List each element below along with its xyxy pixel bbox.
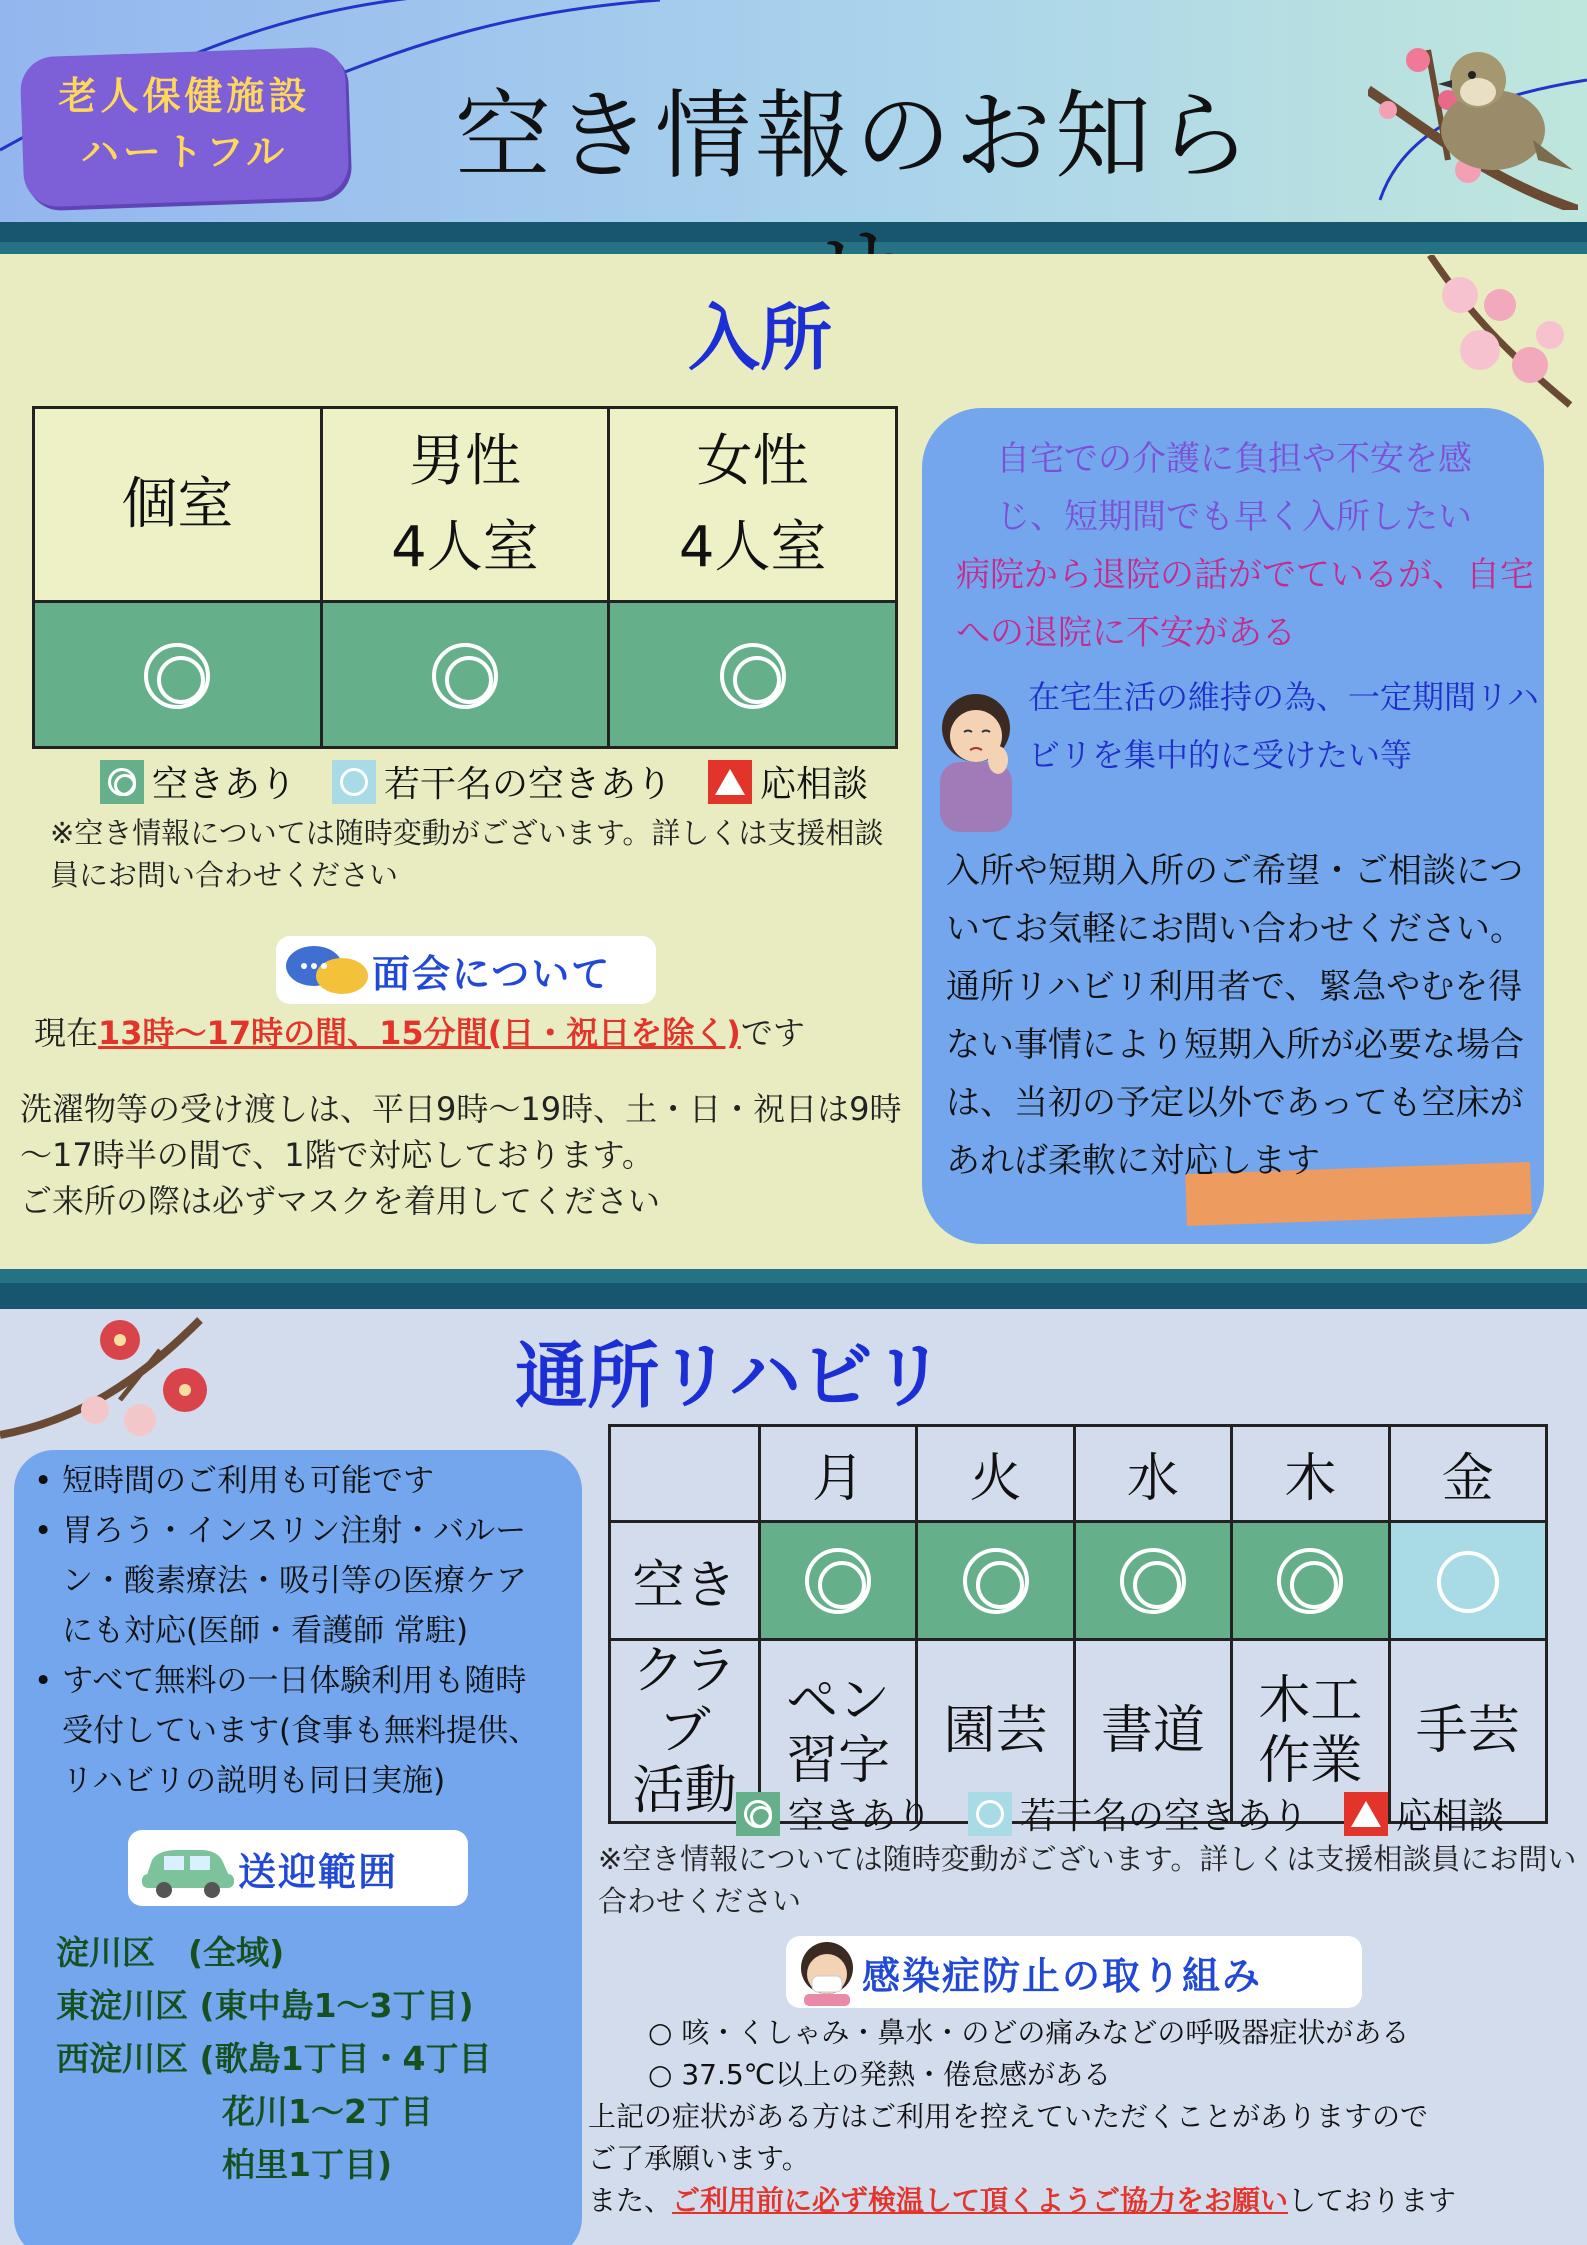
cherry-blossom-icon <box>1420 255 1580 415</box>
legend <box>736 1788 1504 1839</box>
area-line: 淀川区 (全域) <box>56 1933 285 1972</box>
closing-line: 上記の症状がある方はご利用を控えていただくことがありますので <box>588 2100 1429 2133</box>
circle-icon <box>1437 1551 1499 1613</box>
vacancy-cell <box>34 602 322 748</box>
closing-line: ご了承願います。 <box>588 2142 810 2175</box>
vacancy-note: ※空き情報については随時変動がございます。詳しくは支援相談員にお問い合わせください <box>50 816 884 892</box>
area-line: 柏里1丁目) <box>222 2145 393 2184</box>
day-header: 水 <box>1074 1426 1231 1522</box>
corner-cell <box>610 1426 760 1522</box>
vacancy-cell <box>609 602 897 748</box>
visit-highlight: 13時～17時の間、15分間(日・祝日を除く) <box>98 1014 741 1052</box>
circle-icon <box>332 760 376 804</box>
symptom-list <box>648 2012 1548 2096</box>
vacancy-cell <box>917 1522 1074 1640</box>
vacancy-cell <box>759 1522 916 1640</box>
double-circle-icon <box>805 1548 871 1614</box>
case-line-1: 自宅での介護に負担や不安を感じ、短期間でも早く入所したい <box>996 439 1472 537</box>
legend <box>100 756 868 807</box>
chat-bubbles-icon <box>282 940 372 1000</box>
facility-label <box>22 68 347 180</box>
vacancy-cell <box>1232 1522 1389 1640</box>
room-type-private: 個室 <box>34 408 322 602</box>
vacancy-row-label: 空き <box>610 1522 760 1640</box>
day-header: 火 <box>917 1426 1074 1522</box>
room-vacancy-table <box>32 406 898 749</box>
plum-blossom-icon <box>0 1300 230 1450</box>
section-band-accent <box>0 1269 1587 1283</box>
consultation-description: 入所や短期入所のご希望・ご相談についてお気軽にお問い合わせください。通所リハビリ利用者で、緊急やむを得ない事情により短期入所が必要な場合は、当初の予定以外であっても空床があれば柔軟に対応します <box>946 851 1524 1181</box>
worried-woman-icon <box>930 672 1022 832</box>
vacancy-cell <box>1074 1522 1231 1640</box>
page-title: 空き情報のお知ら <box>455 80 1255 192</box>
legend-available: 空きあり <box>788 1796 933 1837</box>
list-item: • すべて無料の一日体験利用も随時受付しています(食事も無料提供、リハビリの説明も同日実施) <box>34 1656 554 1806</box>
triangle-icon <box>1344 1792 1388 1836</box>
pickup-heading-label: 送迎範囲 <box>238 1848 399 1894</box>
day-header: 木 <box>1232 1426 1389 1522</box>
area-line: 西淀川区 (歌島1丁目・4丁目 <box>56 2039 492 2078</box>
legend-available: 空きあり <box>152 764 297 805</box>
list-item: • 短時間のご利用も可能です <box>34 1456 554 1506</box>
visit-heading <box>276 936 656 1004</box>
infection-heading-label: 感染症防止の取り組み <box>862 1952 1263 1998</box>
pickup-heading <box>128 1830 468 1906</box>
closing-prefix: また、 <box>588 2184 673 2217</box>
double-circle-icon <box>963 1548 1029 1614</box>
weekly-schedule-table <box>608 1424 1548 1824</box>
legend-few: 若干名の空きあり <box>384 764 673 805</box>
pickup-areas <box>56 1926 576 2191</box>
facility-label-line1: 老人保健施設 <box>58 74 311 118</box>
club-cell: ペン 習字 <box>759 1640 916 1823</box>
closing-suffix: しております <box>1288 2184 1457 2217</box>
nyusho-title: 入所 <box>687 295 832 380</box>
symptom-item: ○ 咳・くしゃみ・鼻水・のどの痛みなどの呼吸器症状がある <box>648 2016 1410 2049</box>
double-circle-icon <box>432 643 498 709</box>
facility-label-line2: ハートフル <box>80 130 289 174</box>
club-row-label: クラブ 活動 <box>610 1640 760 1823</box>
legend-consult: 応相談 <box>760 764 869 805</box>
club-cell: 木工 作業 <box>1232 1640 1389 1823</box>
masked-woman-icon <box>792 1938 862 2006</box>
vacancy-note: ※空き情報については随時変動がございます。詳しくは支援相談員にお問い合わせください <box>598 1842 1577 1918</box>
visit-heading-label: 面会について <box>372 950 612 996</box>
circle-icon <box>968 1792 1012 1836</box>
legend-few: 若干名の空きあり <box>1020 1796 1309 1837</box>
triangle-icon <box>708 760 752 804</box>
vacancy-cell <box>1389 1522 1546 1640</box>
legend-consult: 応相談 <box>1396 1796 1505 1837</box>
room-type-male-4: 男性 4人室 <box>321 408 609 602</box>
double-circle-icon <box>1120 1548 1186 1614</box>
visit-prefix: 現在 <box>34 1014 99 1052</box>
closing-text <box>588 2096 1578 2222</box>
area-line: 花川1～2丁目 <box>222 2092 433 2131</box>
visit-time <box>34 1008 914 1054</box>
tsusho-title: 通所リハビリ <box>515 1333 945 1418</box>
closing-highlight: ご利用前に必ず検温して頂くようご協力をお願い <box>672 2184 1289 2217</box>
double-circle-icon <box>736 1792 780 1836</box>
bird-icon <box>1368 20 1578 210</box>
double-circle-icon <box>720 643 786 709</box>
service-bullets <box>34 1456 554 1806</box>
double-circle-icon <box>100 760 144 804</box>
closing-line <box>588 2180 1578 2222</box>
symptom-item: ○ 37.5℃以上の発熱・倦怠感がある <box>648 2058 1112 2091</box>
car-icon <box>138 1838 238 1898</box>
double-circle-icon <box>144 643 210 709</box>
laundry-text: 洗濯物等の受け渡しは、平日9時～19時、土・日・祝日は9時～17時半の間で、1階で対応しております。 ご来所の際は必ずマスクを着用してください <box>20 1090 902 1220</box>
day-header: 金 <box>1389 1426 1546 1522</box>
club-cell: 手芸 <box>1389 1640 1546 1823</box>
vacancy-cell <box>321 602 609 748</box>
room-type-female-4: 女性 4人室 <box>609 408 897 602</box>
case-line-3: 在宅生活の維持の為、一定期間リハビリを集中的に受けたい等 <box>1028 678 1540 774</box>
infection-heading <box>786 1936 1362 2008</box>
list-item: • 胃ろう・インスリン注射・バルーン・酸素療法・吸引等の医療ケアにも対応(医師・看護師 常駐) <box>34 1506 554 1656</box>
area-line: 東淀川区 (東中島1～3丁目) <box>56 1986 474 2025</box>
club-cell: 書道 <box>1074 1640 1231 1823</box>
case-line-2: 病院から退院の話がでているが、自宅への退院に不安がある <box>956 555 1534 653</box>
double-circle-icon <box>1277 1548 1343 1614</box>
visit-suffix: です <box>740 1014 805 1052</box>
day-header: 月 <box>759 1426 916 1522</box>
club-cell: 園芸 <box>917 1640 1074 1823</box>
